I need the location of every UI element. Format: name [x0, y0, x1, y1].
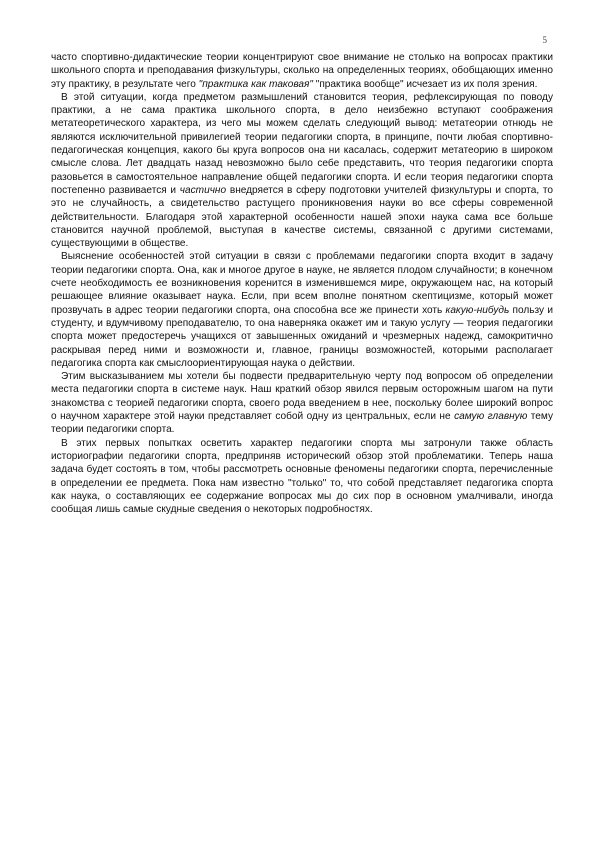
- paragraph-emphasis: частично: [179, 184, 227, 196]
- paragraph-2: [51, 91, 553, 251]
- paragraph-3: [51, 250, 553, 370]
- paragraph-text: внедряется в сферу подготовки учителей физкультуры и спорта, то это не случайность, а свидетельство растущего проникновения науки во все сферы современной действительности. Благодаря этой характерной особенности нашей эпохи наука сама все больше становится научной проблемой, выступая в качестве системы, связанной с другими системами, существующими в обществе.: [51, 184, 553, 250]
- paragraph-4: [51, 370, 553, 436]
- paragraph-emphasis: "практика как таковая": [198, 78, 313, 90]
- paragraph-emphasis: какую-нибудь: [445, 304, 510, 316]
- paragraph-text: Выяснение особенностей этой ситуации в связи с проблемами педагогики спорта входит в задачу теории педагогики спорта. Она, как и многое другое в науке, не является плодом случайности; в конечном счете необходимость ее возникновения коренится в изменившемся мире, окружающем нас, на который решающее влияние оказывает наука. Если, при всем вполне понятном скептицизме, который может прозвучать в адрес теории педагогики спорта, она способна все же принести хоть: [51, 251, 553, 316]
- paragraph-emphasis: самую главную: [454, 411, 528, 423]
- paragraph-1: [51, 51, 553, 91]
- paragraph-text: В этой ситуации, когда предметом размышлений становится теория, рефлексирующая по поводу практики, а не сама практика школьного спорта, в дело неизбежно вступают соображения метатеоретического характера, из чего мы можем сделать следующий вывод: метатеории отнюдь не являются исключительной привилегией теории педагогики спорта, в принципе, почти любая спортивно-педагогическая концепция, какого бы круга вопросов она ни касалась, содержит метатеорию в широком смысле слова. Лет двадцать назад невозможно было себе представить, что теория педагогики спорта разовьется в самостоятельное направление общей педагогики спорта. И если теория педагогики спорта постепенно развивается и: [51, 91, 553, 196]
- paragraph-text: Этим высказыванием мы хотели бы подвести предварительную черту под вопросом об определении места педагогики спорта в системе наук. Наш краткий обзор явился первым осторожным шагом на пути знакомства с теорией педагогики спорта, своего рода введением в нее, поскольку более широкий вопрос о научном характере этой науки представляет собой одну из центральных, если не: [51, 371, 553, 423]
- paragraph-text: пользу и студенту, и вдумчивому преподавателю, то она наверняка окажет им и такую услугу — теория педагогики спорта может предостеречь учащихся от завышенных ожиданий и чрезмерных надежд, самокритично раскрывая перед ними и возможности и, главное, границы возможностей, которыми располагает педагогика спорта как смыслоориентирующая наука о действии.: [51, 304, 553, 369]
- page-number: 5: [542, 35, 547, 45]
- paragraph-text: часто спортивно-дидактические теории концентрируют свое внимание не столько на вопросах практики школьного спорта и преподавания физкультуры, сколько на определенных теориях, обобщающих именно эту практику, в результате чего: [51, 52, 553, 90]
- paragraph-5: [51, 437, 553, 517]
- paragraph-text: В этих первых попытках осветить характер педагогики спорта мы затронули также область историографии педагогики спорта, предприняв исторический обзор этой проблематики. Теперь наша задача будет состоять в том, чтобы рассмотреть основные феномены педагогики спорта, перечисленные в определении ее предмета. Пока нам известно "только" то, что собой представляет педагогика спорта как наука, о составляющих ее содержание вопросах мы до сих пор в основном умалчивали, иногда сообщая лишь самые скудные сведения о некоторых подробностях.: [51, 437, 553, 516]
- body-text: [51, 51, 553, 516]
- paragraph-text: "практика вообще" исчезает из их поля зрения.: [312, 78, 538, 90]
- paragraph-text: тему теории педагогики спорта.: [51, 411, 554, 436]
